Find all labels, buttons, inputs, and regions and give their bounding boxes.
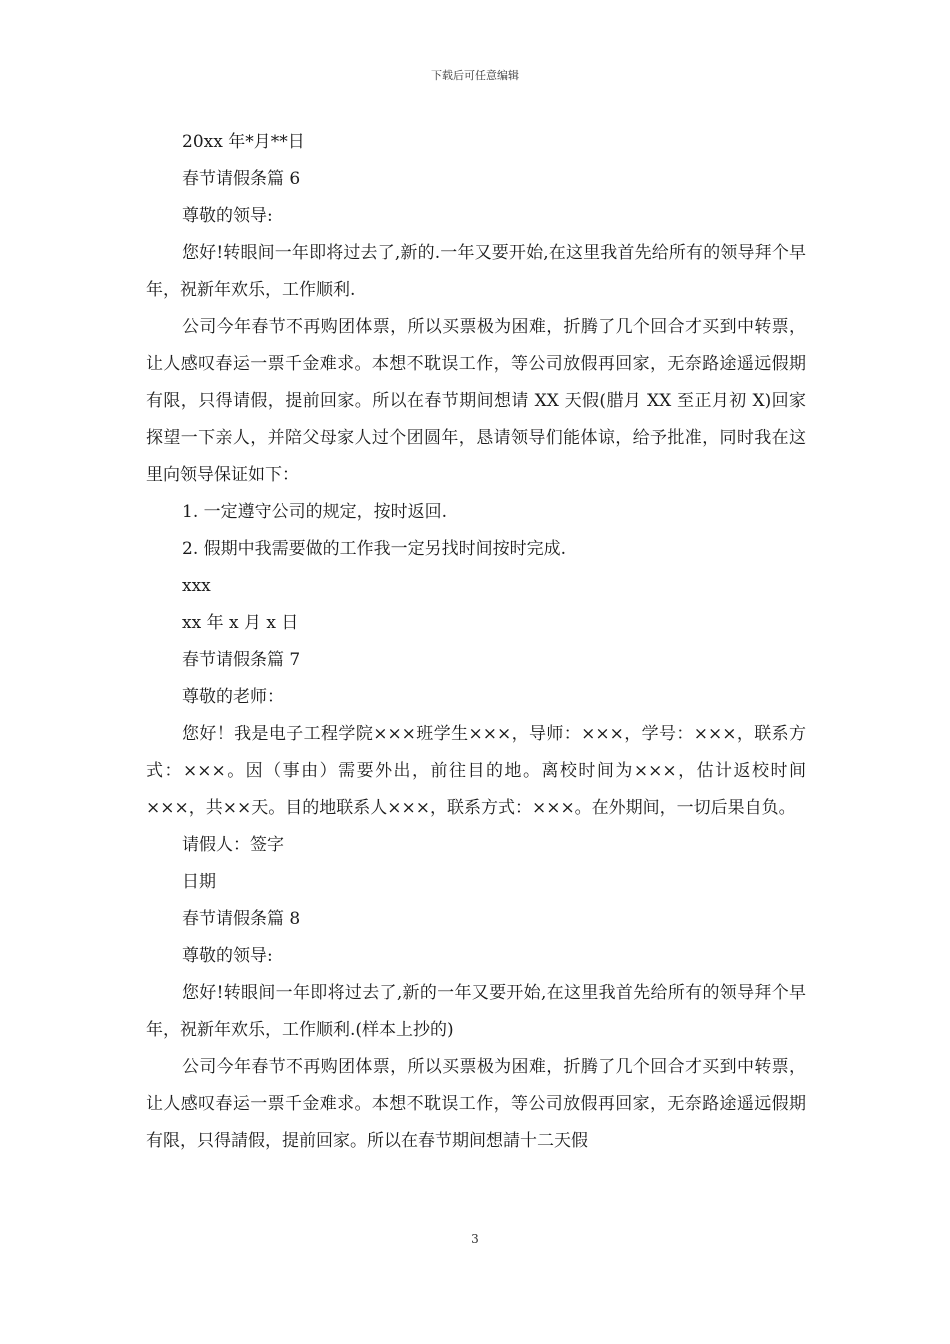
salutation: 尊敬的领导: — [182, 946, 273, 966]
paragraph: 公司今年春节不再购团体票，所以买票极为困难，折腾了几个回合才买到中转票，让人感叹春运一票千金难求。本想不耽误工作，等公司放假再回家，无奈路途遥远假期有限，只得請假，提前回家。所以在春节期间想請十二天假 — [146, 1057, 806, 1151]
section-title-6: 春节请假条篇 6 — [182, 169, 301, 189]
page-number: 3 — [471, 1232, 479, 1246]
section-title-7: 春节请假条篇 7 — [182, 650, 301, 670]
salutation: 尊敬的老师： — [182, 687, 284, 707]
date-line: xx 年 x 月 x 日 — [182, 613, 299, 633]
list-item: 2. 假期中我需要做的工作我一定另找时间按时完成. — [182, 539, 567, 559]
paragraph: 您好！我是电子工程学院×××班学生×××，导师：×××，学号：×××，联系方式：×××。因（事由）需要外出，前往目的地。离校时间为×××，估计返校时间×××，共××天。目的地联系人×××，联系方式：×××。在外期间，一切后果自负。 — [146, 724, 806, 818]
date-line: 20xx 年*月**日 — [182, 132, 305, 152]
salutation: 尊敬的领导: — [182, 206, 273, 226]
signature: 请假人：签字 — [182, 835, 284, 855]
list-item: 1. 一定遵守公司的规定，按时返回. — [182, 502, 448, 522]
paragraph: 公司今年春节不再购团体票，所以买票极为困难，折腾了几个回合才买到中转票，让人感叹春运一票千金难求。本想不耽误工作，等公司放假再回家，无奈路途遥远假期有限，只得请假，提前回家。所以在春节期间想请 XX 天假(腊月 XX 至正月初 X)回家探望一下亲人，并陪父母家人过个团圆年，恳请领导们能体谅，给予批准，同时我在这里向领导保证如下： — [146, 317, 806, 485]
document-body — [146, 124, 806, 1160]
paragraph: 您好!转眼间一年即将过去了,新的一年又要开始,在这里我首先给所有的领导拜个早年，祝新年欢乐，工作顺利.(样本上抄的) — [146, 983, 806, 1040]
date-line: 日期 — [182, 872, 216, 892]
signature: xxx — [182, 576, 211, 596]
section-title-8: 春节请假条篇 8 — [182, 909, 301, 929]
paragraph: 您好!转眼间一年即将过去了,新的.一年又要开始,在这里我首先给所有的领导拜个早年，祝新年欢乐，工作顺利. — [146, 243, 806, 300]
page-header: 下载后可任意编辑 — [431, 69, 519, 82]
